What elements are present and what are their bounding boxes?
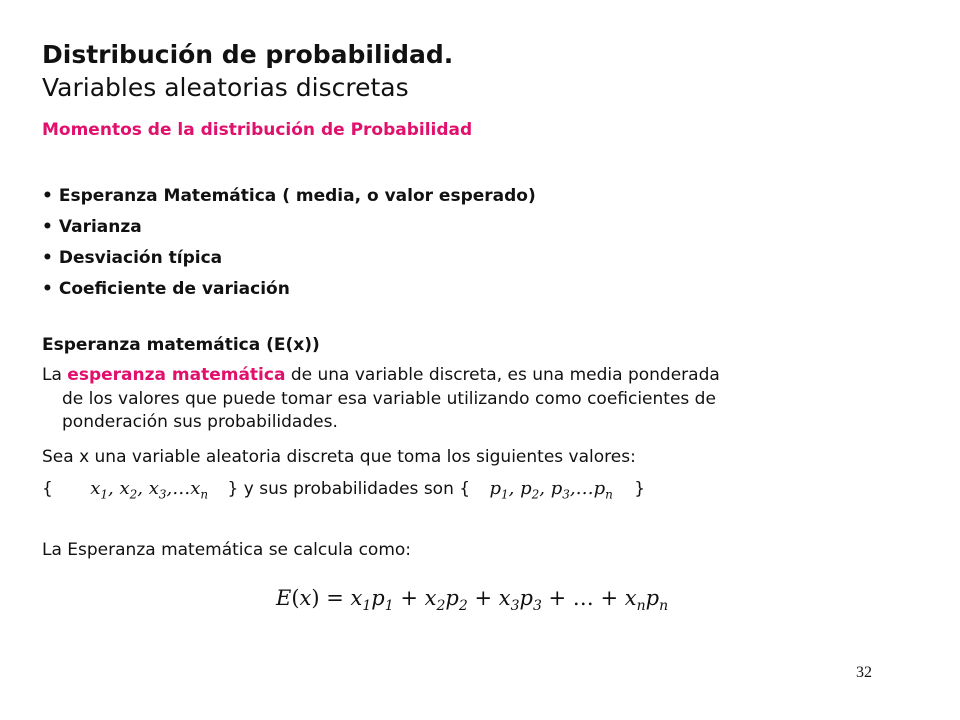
- list-item: [42, 181, 536, 212]
- expectation-formula: $E(x) = x_1p_1 + x_2p_2 + x_3p_3$ + … + $x_np_n$: [276, 586, 669, 615]
- bullet-icon: •: [42, 248, 53, 268]
- highlight-term: esperanza matemática: [67, 365, 286, 385]
- section-heading: Momentos de la distribución de Probabilidad: [42, 120, 473, 140]
- paragraph-line: ponderación sus probabilidades.: [62, 412, 338, 432]
- open-brace: {: [42, 479, 53, 499]
- paragraph-text: de una variable discreta, es una media ponderada: [290, 365, 720, 385]
- bullet-icon: •: [42, 217, 53, 237]
- definition-paragraph: [42, 364, 922, 435]
- list-item-label: Coeficiente de variación: [58, 279, 290, 299]
- paragraph-line: de los valores que puede tomar esa variable utilizando como coeficientes de: [62, 388, 716, 409]
- values-sentence: Sea x una variable aleatoria discreta que toma los siguientes valores:: [42, 447, 636, 467]
- list-item-label: Esperanza Matemática ( media, o valor esperado): [58, 186, 536, 206]
- moments-list: [42, 181, 536, 305]
- probabilities-text: } y sus probabilidades son {: [227, 479, 471, 499]
- page-number: 32: [856, 664, 872, 681]
- bullet-icon: •: [42, 279, 53, 299]
- list-item: [42, 212, 536, 243]
- probabilities-formula: $p_1$, $p_2$, $p_3,\dots p_n$: [489, 478, 613, 502]
- slide-title: Distribución de probabilidad.: [42, 40, 454, 69]
- list-item: [42, 243, 536, 274]
- sets-line: [42, 478, 645, 508]
- slide-subtitle: Variables aleatorias discretas: [42, 73, 409, 102]
- close-brace: }: [634, 479, 646, 499]
- expectation-heading: Esperanza matemática (E(x)): [42, 335, 320, 355]
- calculation-sentence: La Esperanza matemática se calcula como:: [42, 540, 412, 560]
- values-formula: $x_1$, $x_2$, $x_3,\dots x_n$: [90, 478, 209, 502]
- list-item-label: Desviación típica: [58, 248, 223, 268]
- list-item-label: Varianza: [58, 217, 142, 237]
- paragraph-line: [42, 364, 922, 388]
- bullet-icon: •: [42, 186, 53, 206]
- paragraph-lead: La: [42, 365, 62, 385]
- list-item: [42, 274, 536, 305]
